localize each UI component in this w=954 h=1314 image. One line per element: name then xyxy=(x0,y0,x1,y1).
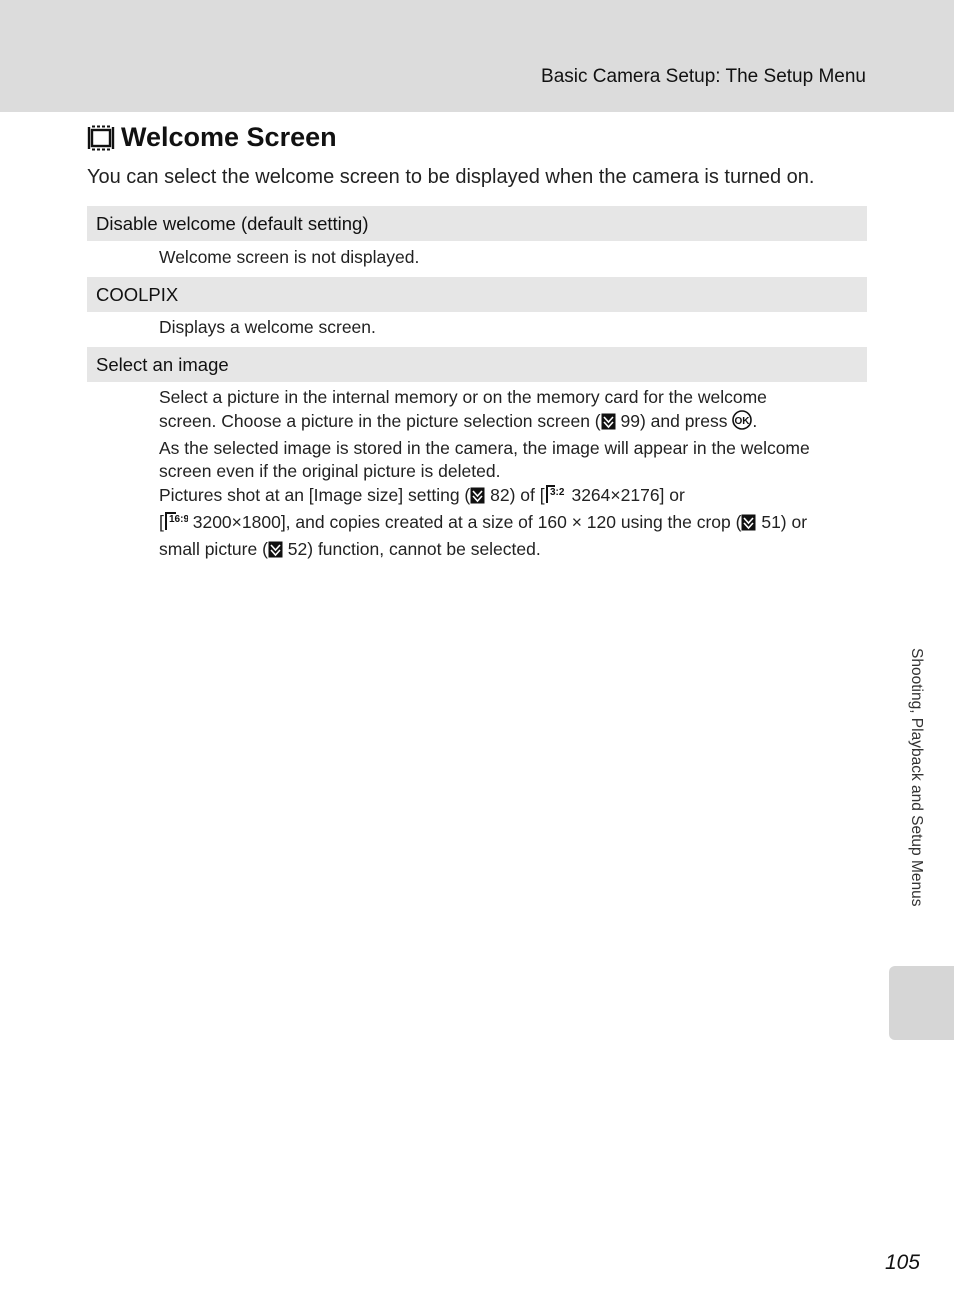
ok-button-icon xyxy=(732,410,752,437)
option-coolpix: COOLPIX xyxy=(87,277,867,312)
option-disable-welcome-desc: Welcome screen is not displayed. xyxy=(159,247,420,267)
desc-line: Select a picture in the internal memory or on the memory card for the welcome xyxy=(159,387,767,407)
desc-line: screen even if the original picture is deleted. xyxy=(159,461,501,482)
desc-line: small picture ( 52) function, cannot be selected. xyxy=(159,538,810,565)
desc-line: [ 16:9 3200×1800], and copies created at a size of 160 × 120 using the crop ( 51) or xyxy=(159,511,810,538)
page-number: 105 xyxy=(884,1251,920,1274)
desc-line: Pictures shot at an [Image size] setting ( 82) of [ 3:2 3264×2176] or xyxy=(159,484,810,511)
option-disable-welcome: Disable welcome (default setting) xyxy=(87,206,867,241)
page-title-text: Welcome Screen xyxy=(121,122,337,152)
chapter-tab xyxy=(889,966,954,1040)
page-title xyxy=(87,122,337,153)
option-select-image-desc xyxy=(159,386,810,565)
page-ref-icon xyxy=(470,487,485,511)
page-ref-icon xyxy=(601,413,616,437)
section-title: Basic Camera Setup: The Setup Menu xyxy=(541,66,866,87)
desc-line: screen. Choose a picture in the picture selection screen ( 99) and press OK . xyxy=(159,410,810,437)
image-size-16-9-icon xyxy=(164,511,188,538)
image-size-3-2-icon xyxy=(545,484,567,511)
page-ref-icon xyxy=(268,541,283,565)
svg-text:3:2: 3:2 xyxy=(549,487,565,499)
desc-line: As the selected image is stored in the camera, the image will appear in the welcome xyxy=(159,437,810,458)
option-coolpix-desc: Displays a welcome screen. xyxy=(159,317,376,337)
svg-text:16:9: 16:9 xyxy=(168,513,188,525)
page-ref-icon xyxy=(741,514,756,538)
option-select-image: Select an image xyxy=(87,347,867,382)
welcome-screen-icon xyxy=(87,125,115,151)
header-band xyxy=(0,0,954,112)
intro-text: You can select the welcome screen to be displayed when the camera is turned on. xyxy=(87,166,815,188)
side-chapter-label: Shooting, Playback and Setup Menus xyxy=(908,648,925,907)
svg-text:OK: OK xyxy=(734,415,750,427)
